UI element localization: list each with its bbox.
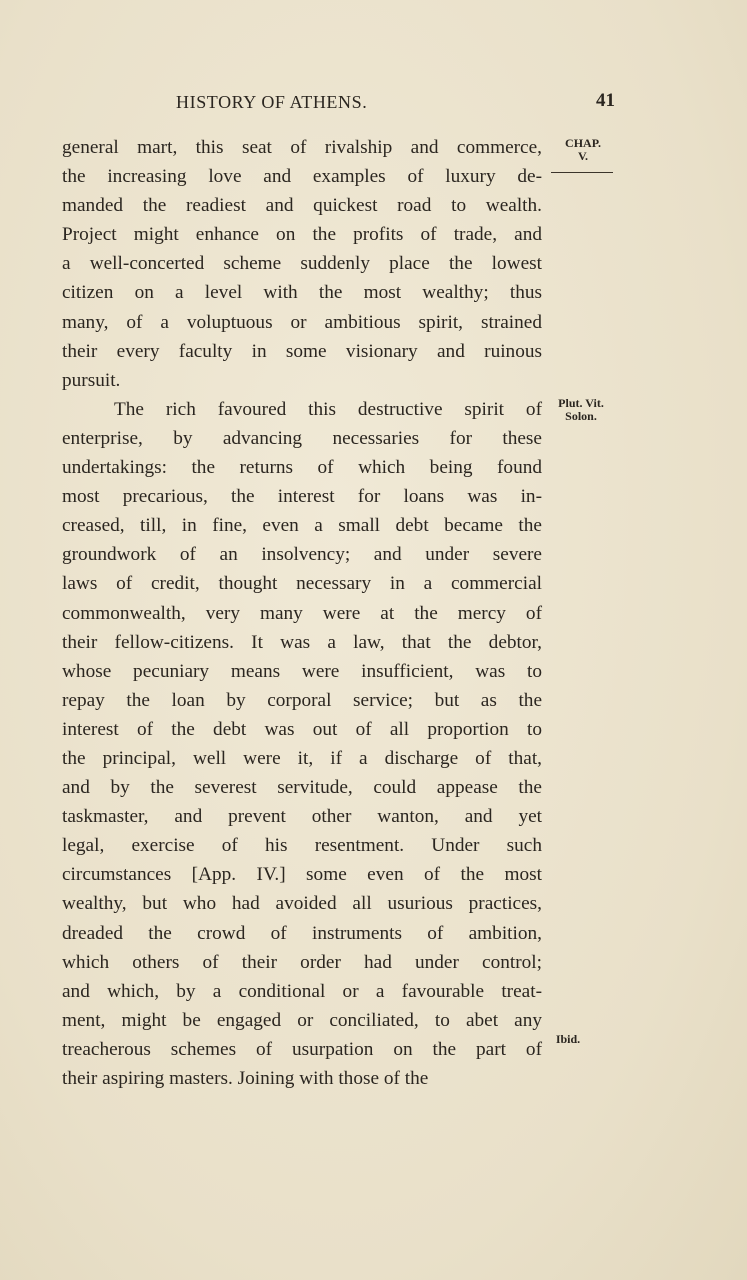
text-line: Project might enhance on the profits of trade, and xyxy=(62,224,542,246)
text-line: circumstances [App. IV.] some even of the most xyxy=(62,864,542,886)
plutarch-citation-line1: Plut. Vit. xyxy=(558,396,604,410)
body-text xyxy=(62,133,542,1093)
text-line: taskmaster, and prevent other wanton, and yet xyxy=(62,806,542,828)
text-line: pursuit. xyxy=(62,369,121,391)
text-line: their every faculty in some visionary and ruinous xyxy=(62,340,542,362)
text-line: groundwork of an insolvency; and under severe xyxy=(62,544,542,566)
text-line: laws of credit, thought necessary in a commercial xyxy=(62,573,542,595)
chapter-rule xyxy=(551,172,613,173)
text-line: most precarious, the interest for loans was in- xyxy=(62,486,542,508)
text-line: creased, till, in fine, even a small debt became the xyxy=(62,515,542,537)
text-line: dreaded the crowd of instruments of ambition, xyxy=(62,922,542,944)
text-line: which others of their order had under control; xyxy=(62,951,542,973)
text-line: and which, by a conditional or a favourable treat- xyxy=(62,980,542,1002)
running-head xyxy=(0,90,747,120)
text-line: ment, might be engaged or conciliated, to abet any xyxy=(62,1009,542,1031)
text-line: the principal, well were it, if a discharge of that, xyxy=(62,747,542,769)
text-line: enterprise, by advancing necessaries for these xyxy=(62,427,542,449)
running-title: HISTORY OF ATHENS. xyxy=(176,92,368,112)
chapter-number: V. xyxy=(577,149,589,163)
ibid-citation-note: Ibid. xyxy=(555,1032,581,1046)
text-line: citizen on a level with the most wealthy; thus xyxy=(62,282,542,304)
text-line: whose pecuniary means were insufficient, was to xyxy=(62,660,542,682)
text-line: their fellow-citizens. It was a law, that the debtor, xyxy=(62,631,542,653)
text-line: their aspiring masters. Joining with those of the xyxy=(62,1068,429,1089)
text-line: manded the readiest and quickest road to wealth. xyxy=(62,195,542,217)
text-line: the increasing love and examples of luxury de- xyxy=(62,166,542,188)
plutarch-citation-note xyxy=(546,397,616,423)
text-line: a well-concerted scheme suddenly place the lowest xyxy=(62,253,542,275)
text-line: many, of a voluptuous or ambitious spirit, strained xyxy=(62,311,542,333)
text-line: repay the loan by corporal service; but as the xyxy=(62,689,542,711)
plutarch-citation-line2: Solon. xyxy=(565,409,597,423)
text-line: commonwealth, very many were at the mercy of xyxy=(62,602,542,624)
text-line: and by the severest servitude, could appease the xyxy=(62,777,542,799)
chapter-marginal-note xyxy=(554,137,612,163)
page-number: 41 xyxy=(596,90,615,111)
text-line: interest of the debt was out of all proportion to xyxy=(62,718,542,740)
text-line: legal, exercise of his resentment. Under such xyxy=(62,835,542,857)
text-line: wealthy, but who had avoided all usurious practices, xyxy=(62,893,542,915)
paragraph-start-line: The rich favoured this destructive spirit of xyxy=(114,398,542,420)
text-line: treacherous schemes of usurpation on the part of xyxy=(62,1038,542,1060)
text-line: undertakings: the returns of which being found xyxy=(62,457,542,479)
chapter-label: CHAP. xyxy=(565,136,601,150)
text-line: general mart, this seat of rivalship and commerce, xyxy=(62,137,542,158)
